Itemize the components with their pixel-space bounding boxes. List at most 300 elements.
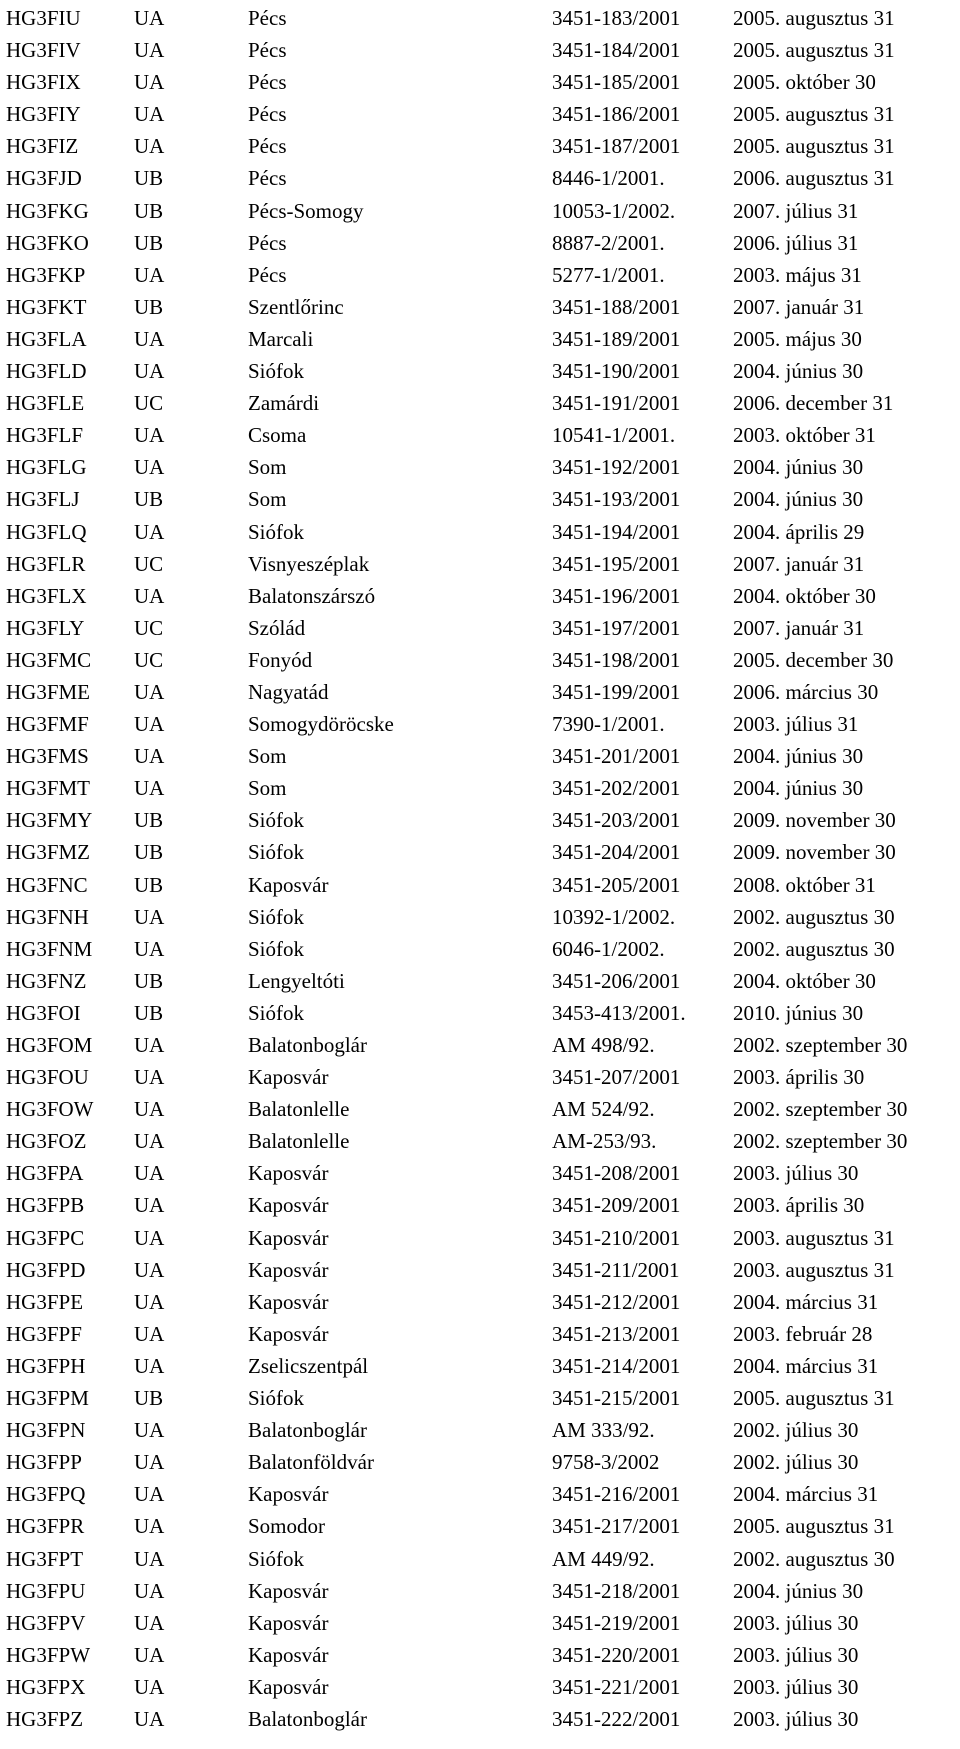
record-date: 2005. október 30 [733,70,876,95]
record-location: Kaposvár [248,872,329,897]
record-type: UA [134,1193,165,1218]
record-reference: 9758-3/2002 [552,1450,660,1475]
record-date: 2002. augusztus 30 [733,936,895,961]
table-row [0,227,960,259]
record-reference: 3451-194/2001 [552,519,681,544]
table-row [0,676,960,708]
record-reference: 3451-207/2001 [552,1065,681,1090]
record-reference: 3451-185/2001 [552,70,681,95]
record-type: UA [134,1033,165,1057]
record-reference: 3451-184/2001 [552,38,681,63]
record-location: Som [248,776,287,801]
record-id: HG3FKO [6,230,89,255]
record-type: UA [134,359,165,384]
record-type: UC [134,615,164,640]
record-type: UA [134,1482,165,1507]
record-date: 2010. június 30 [733,1000,864,1025]
record-id: HG3FKP [6,262,86,287]
record-location: Pécs-Somogy [248,198,364,223]
record-reference: 3451-203/2001 [552,808,681,833]
record-id: HG3FLE [6,391,85,416]
record-date: 2002. július 30 [733,1418,859,1443]
record-type: UB [134,294,164,319]
record-type: UA [134,1129,165,1154]
record-reference: 3451-191/2001 [552,391,681,416]
record-id: HG3FMF [6,712,89,737]
table-row [0,1222,960,1254]
record-date: 2004. március 31 [733,1289,879,1314]
record-type: UA [134,1450,165,1475]
record-reference: 3451-219/2001 [552,1610,681,1635]
record-id: HG3FPE [6,1289,84,1314]
record-type: UA [134,936,165,961]
table-row [0,1286,960,1318]
record-date: 2002. augusztus 30 [733,904,895,929]
record-type: UA [134,102,165,127]
record-date: 2004. március 31 [733,1482,879,1507]
record-location: Siófok [248,1546,305,1571]
record-id: HG3FPV [6,1610,86,1635]
table-row [0,1671,960,1703]
record-date: 2004. március 31 [733,1353,879,1378]
record-id: HG3FMY [6,808,93,833]
table-row [0,355,960,387]
record-type: UB [134,166,164,191]
record-reference: 3451-195/2001 [552,551,681,576]
record-date: 2004. június 30 [733,776,864,801]
record-id: HG3FNH [6,904,89,929]
record-date: 2004. június 30 [733,744,864,769]
record-id: HG3FPT [6,1546,84,1571]
record-date: 2002. szeptember 30 [733,1033,908,1057]
record-type: UA [134,1642,165,1667]
record-date: 2004. június 30 [733,487,864,512]
record-reference: 3451-217/2001 [552,1514,681,1539]
record-reference: 3451-187/2001 [552,134,681,159]
record-date: 2003. július 31 [733,712,859,737]
table-row [0,1350,960,1382]
table-row [0,1382,960,1414]
record-date: 2003. augusztus 31 [733,1225,895,1250]
record-id: HG3FPF [6,1321,82,1346]
record-type: UA [134,904,165,929]
table-row [0,804,960,836]
record-date: 2003. április 30 [733,1065,865,1090]
table-row [0,836,960,868]
record-id: HG3FNZ [6,968,87,993]
record-location: Balatonlelle [248,1097,350,1122]
table-row [0,1607,960,1639]
record-id: HG3FIU [6,6,81,30]
record-reference: 3451-189/2001 [552,326,681,351]
record-date: 2004. október 30 [733,583,876,608]
record-type: UC [134,391,164,416]
record-reference: 10392-1/2002. [552,904,676,929]
record-type: UA [134,1161,165,1186]
record-date: 2003. október 31 [733,423,876,448]
table-row [0,162,960,194]
record-location: Szólád [248,615,306,640]
record-type: UA [134,1546,165,1571]
record-type: UA [134,712,165,737]
record-date: 2007. január 31 [733,615,865,640]
record-date: 2003. július 30 [733,1706,859,1731]
record-reference: 3451-208/2001 [552,1161,681,1186]
record-id: HG3FPR [6,1514,85,1539]
record-reference: 3451-205/2001 [552,872,681,897]
record-id: HG3FNC [6,872,88,897]
record-id: HG3FNM [6,936,93,961]
record-date: 2005. augusztus 31 [733,102,895,127]
record-location: Kaposvár [248,1289,329,1314]
record-id: HG3FPM [6,1386,89,1411]
record-location: Kaposvár [248,1610,329,1635]
record-date: 2009. november 30 [733,808,896,833]
record-reference: 10541-1/2001. [552,423,676,448]
record-reference: 3451-183/2001 [552,6,681,30]
record-location: Som [248,487,287,512]
record-date: 2006. július 31 [733,230,859,255]
record-location: Balatonboglár [248,1418,367,1443]
record-reference: 3451-202/2001 [552,776,681,801]
table-row [0,901,960,933]
record-location: Pécs [248,166,287,191]
record-reference: 3451-206/2001 [552,968,681,993]
record-type: UA [134,423,165,448]
record-id: HG3FPZ [6,1706,84,1731]
record-location: Marcali [248,326,314,351]
record-id: HG3FLD [6,359,87,384]
table-row [0,130,960,162]
record-date: 2006. augusztus 31 [733,166,895,191]
record-type: UB [134,840,164,865]
record-id: HG3FMZ [6,840,91,865]
record-reference: 6046-1/2002. [552,936,665,961]
record-location: Kaposvár [248,1321,329,1346]
record-id: HG3FPN [6,1418,86,1443]
record-date: 2005. augusztus 31 [733,1514,895,1539]
record-location: Balatonszárszó [248,583,376,608]
record-location: Kaposvár [248,1225,329,1250]
record-reference: 3451-222/2001 [552,1706,681,1731]
record-id: HG3FMC [6,647,92,672]
record-location: Lengyeltóti [248,968,345,993]
record-type: UA [134,1706,165,1731]
record-location: Csoma [248,423,307,448]
record-type: UA [134,679,165,704]
record-location: Siófok [248,840,305,865]
record-location: Somogydöröcske [248,712,394,737]
record-date: 2003. augusztus 31 [733,1257,895,1282]
record-date: 2007. január 31 [733,294,865,319]
table-row [0,1414,960,1446]
table-row [0,195,960,227]
record-date: 2003. február 28 [733,1321,873,1346]
record-type: UB [134,1386,164,1411]
table-row [0,708,960,740]
record-reference: AM 524/92. [552,1097,655,1122]
table-row [0,772,960,804]
record-id: HG3FIY [6,102,81,127]
record-id: HG3FPC [6,1225,85,1250]
record-location: Siófok [248,1000,305,1025]
record-id: HG3FOW [6,1097,94,1122]
table-row [0,997,960,1029]
record-date: 2005. augusztus 31 [733,6,895,30]
table-row [0,933,960,965]
record-type: UB [134,872,164,897]
record-reference: 3451-201/2001 [552,744,681,769]
record-date: 2005. augusztus 31 [733,1386,895,1411]
record-reference: 3451-209/2001 [552,1193,681,1218]
record-location: Pécs [248,70,287,95]
record-location: Balatonboglár [248,1706,367,1731]
record-location: Pécs [248,38,287,63]
record-type: UB [134,198,164,223]
record-type: UB [134,808,164,833]
record-location: Kaposvár [248,1642,329,1667]
record-type: UA [134,1514,165,1539]
record-reference: 3451-213/2001 [552,1321,681,1346]
record-type: UA [134,1225,165,1250]
record-id: HG3FLA [6,326,87,351]
record-type: UA [134,519,165,544]
record-type: UA [134,776,165,801]
record-id: HG3FOI [6,1000,81,1025]
table-row [0,516,960,548]
record-id: HG3FME [6,679,91,704]
table-row [0,1254,960,1286]
table-row [0,548,960,580]
table-row [0,1639,960,1671]
record-location: Somodor [248,1514,326,1539]
record-reference: 3451-220/2001 [552,1642,681,1667]
record-date: 2006. december 31 [733,391,894,416]
record-location: Siófok [248,808,305,833]
record-type: UA [134,1257,165,1282]
record-reference: 3451-197/2001 [552,615,681,640]
record-location: Kaposvár [248,1674,329,1699]
record-id: HG3FMT [6,776,91,801]
record-id: HG3FLF [6,423,84,448]
record-type: UA [134,1097,165,1122]
record-type: UA [134,1321,165,1346]
record-reference: 3451-215/2001 [552,1386,681,1411]
table-row [0,1446,960,1478]
record-location: Fonyód [248,647,313,672]
record-reference: 3451-190/2001 [552,359,681,384]
record-id: HG3FLQ [6,519,87,544]
record-type: UC [134,647,164,672]
record-type: UA [134,744,165,769]
table-row [0,1478,960,1510]
record-date: 2003. július 30 [733,1610,859,1635]
record-reference: 3451-214/2001 [552,1353,681,1378]
record-location: Kaposvár [248,1482,329,1507]
table-row [0,740,960,772]
record-location: Pécs [248,134,287,159]
record-location: Pécs [248,102,287,127]
record-reference: AM 498/92. [552,1033,655,1057]
table-row [0,1093,960,1125]
table-row [0,451,960,483]
record-reference: 3451-210/2001 [552,1225,681,1250]
record-location: Siófok [248,936,305,961]
record-type: UA [134,1065,165,1090]
record-reference: AM-253/93. [552,1129,657,1154]
record-reference: 7390-1/2001. [552,712,665,737]
record-date: 2004. április 29 [733,519,865,544]
record-reference: 3451-199/2001 [552,679,681,704]
record-id: HG3FOZ [6,1129,87,1154]
record-reference: 3451-216/2001 [552,1482,681,1507]
record-location: Siófok [248,904,305,929]
record-location: Som [248,744,287,769]
table-row [0,612,960,644]
record-reference: 3451-212/2001 [552,1289,681,1314]
record-date: 2003. április 30 [733,1193,865,1218]
record-id: HG3FPH [6,1353,86,1378]
record-type: UA [134,1353,165,1378]
record-reference: 3451-186/2001 [552,102,681,127]
record-date: 2003. július 30 [733,1642,859,1667]
record-reference: 3451-211/2001 [552,1257,680,1282]
record-type: UA [134,38,165,63]
record-reference: 10053-1/2002. [552,198,676,223]
table-row [0,1703,960,1735]
record-type: UA [134,583,165,608]
record-type: UA [134,1418,165,1443]
record-id: HG3FIZ [6,134,79,159]
record-type: UA [134,1289,165,1314]
table-row [0,291,960,323]
record-date: 2003. július 30 [733,1674,859,1699]
table-row [0,965,960,997]
record-type: UB [134,1000,164,1025]
record-location: Balatonlelle [248,1129,350,1154]
record-location: Zselicszentpál [248,1353,369,1378]
table-row [0,1510,960,1542]
record-location: Siófok [248,519,305,544]
record-date: 2005. december 30 [733,647,894,672]
record-date: 2004. június 30 [733,455,864,480]
table-row [0,1318,960,1350]
record-date: 2004. június 30 [733,1578,864,1603]
record-id: HG3FKT [6,294,87,319]
record-reference: 3451-204/2001 [552,840,681,865]
record-location: Nagyatád [248,679,329,704]
table-row [0,644,960,676]
record-date: 2003. május 31 [733,262,862,287]
record-location: Pécs [248,262,287,287]
record-date: 2005. augusztus 31 [733,134,895,159]
record-reference: 5277-1/2001. [552,262,665,287]
record-type: UA [134,1610,165,1635]
record-date: 2009. november 30 [733,840,896,865]
record-location: Som [248,455,287,480]
record-location: Kaposvár [248,1193,329,1218]
record-id: HG3FLY [6,615,85,640]
table-row [0,869,960,901]
table-row [0,1029,960,1061]
record-date: 2003. július 30 [733,1161,859,1186]
record-type: UA [134,1578,165,1603]
record-type: UB [134,487,164,512]
record-id: HG3FPW [6,1642,91,1667]
record-reference: 3451-196/2001 [552,583,681,608]
table-row [0,1157,960,1189]
record-location: Kaposvár [248,1578,329,1603]
record-date: 2005. május 30 [733,326,862,351]
record-type: UB [134,230,164,255]
record-date: 2007. július 31 [733,198,859,223]
table-row [0,419,960,451]
table-row [0,1061,960,1093]
record-date: 2004. október 30 [733,968,876,993]
record-type: UA [134,134,165,159]
record-id: HG3FPU [6,1578,86,1603]
record-id: HG3FPA [6,1161,84,1186]
record-date: 2006. március 30 [733,679,879,704]
record-location: Kaposvár [248,1065,329,1090]
record-type: UA [134,1674,165,1699]
record-id: HG3FKG [6,198,89,223]
record-date: 2002. augusztus 30 [733,1546,895,1571]
record-location: Balatonboglár [248,1033,367,1057]
record-date: 2004. június 30 [733,359,864,384]
record-type: UA [134,326,165,351]
record-id: HG3FLR [6,551,86,576]
record-id: HG3FPQ [6,1482,86,1507]
record-id: HG3FOM [6,1033,93,1057]
table-row [0,2,960,34]
record-id: HG3FLJ [6,487,80,512]
record-location: Pécs [248,6,287,30]
record-type: UA [134,70,165,95]
record-location: Balatonföldvár [248,1450,374,1475]
record-date: 2002. július 30 [733,1450,859,1475]
table-row [0,483,960,515]
table-row [0,323,960,355]
record-id: HG3FIX [6,70,81,95]
table-row [0,259,960,291]
table-row [0,580,960,612]
record-id: HG3FIV [6,38,81,63]
record-date: 2008. október 31 [733,872,876,897]
record-reference: 3451-198/2001 [552,647,681,672]
table-row [0,1575,960,1607]
record-reference: 3451-221/2001 [552,1674,681,1699]
record-location: Siófok [248,1386,305,1411]
record-type: UB [134,968,164,993]
record-location: Zamárdi [248,391,320,416]
record-reference: 3451-188/2001 [552,294,681,319]
record-date: 2002. szeptember 30 [733,1129,908,1154]
record-type: UA [134,262,165,287]
record-reference: 3453-413/2001. [552,1000,686,1025]
record-location: Szentlőrinc [248,294,344,319]
table-row [0,34,960,66]
table-row [0,1125,960,1157]
record-reference: 8446-1/2001. [552,166,665,191]
record-date: 2005. augusztus 31 [733,38,895,63]
record-location: Kaposvár [248,1161,329,1186]
record-location: Siófok [248,359,305,384]
record-id: HG3FPD [6,1257,86,1282]
record-date: 2007. január 31 [733,551,865,576]
record-reference: AM 333/92. [552,1418,655,1443]
record-type: UA [134,455,165,480]
